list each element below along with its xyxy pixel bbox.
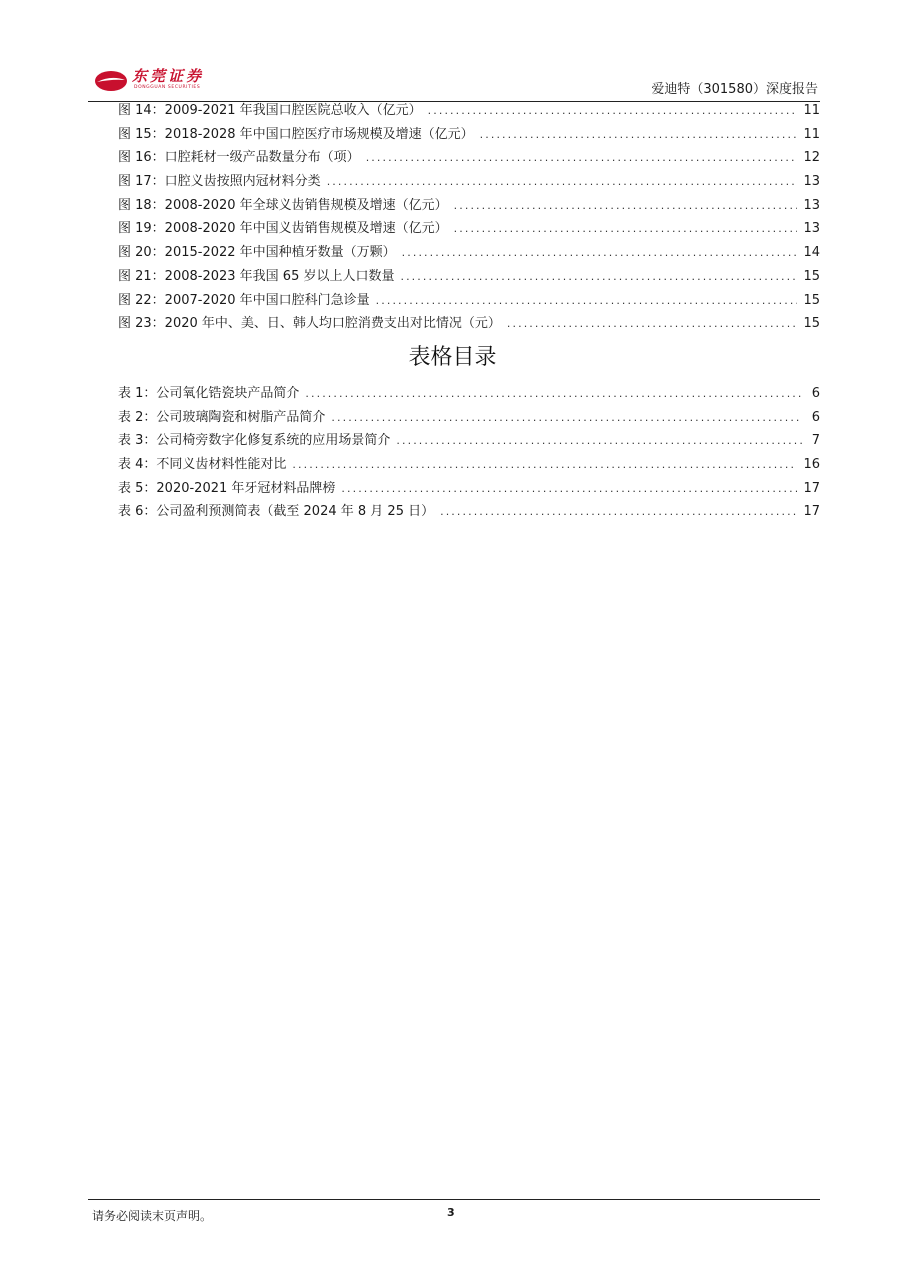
figure-toc-entry[interactable] xyxy=(118,196,820,220)
toc-entry-page: 15 xyxy=(803,316,820,332)
toc-dot-leader xyxy=(305,384,802,404)
toc-entry-label: 图 21：2008-2023 年我国 65 岁以上人口数量 xyxy=(118,268,395,284)
logo-mark-icon xyxy=(94,70,128,92)
logo-chinese-name: 东莞证券 xyxy=(132,67,205,85)
toc-entry-label: 图 18：2008-2020 年全球义齿销售规模及增速（亿元） xyxy=(118,197,448,213)
toc-dot-leader xyxy=(480,125,798,145)
toc-entry-label: 图 16：口腔耗材一级产品数量分布（项） xyxy=(118,150,360,166)
figure-toc-entry[interactable] xyxy=(118,148,820,172)
toc-entry-page: 15 xyxy=(803,268,820,284)
toc-entry-page: 6 xyxy=(811,386,820,401)
toc-entry-label: 图 22：2007-2020 年中国口腔科门急诊量 xyxy=(118,292,370,308)
toc-entry-label: 图 19：2008-2020 年中国义齿销售规模及增速（亿元） xyxy=(118,221,448,237)
toc-dot-leader xyxy=(400,267,797,287)
toc-entry-label: 图 15：2018-2028 年中国口腔医疗市场规模及增速（亿元） xyxy=(118,126,474,142)
table-list-title: 表格目录 xyxy=(408,345,497,370)
toc-dot-leader xyxy=(454,219,798,239)
table-list xyxy=(118,384,820,526)
report-title: 爱迪特（301580）深度报告 xyxy=(651,82,818,97)
toc-dot-leader xyxy=(331,408,802,428)
figure-toc-entry[interactable] xyxy=(118,243,820,267)
page-number: 3 xyxy=(447,1206,455,1219)
toc-entry-label: 表 6：公司盈利预测简表（截至 2024 年 8 月 25 日） xyxy=(118,504,435,520)
toc-entry-page: 6 xyxy=(811,409,820,425)
toc-dot-leader xyxy=(507,314,798,334)
figure-toc-entry[interactable] xyxy=(118,125,820,149)
figure-toc-entry[interactable] xyxy=(118,172,820,196)
table-toc-entry[interactable] xyxy=(118,384,820,408)
toc-entry-page: 11 xyxy=(803,126,820,142)
toc-entry-label: 图 20：2015-2022 年中国种植牙数量（万颗） xyxy=(118,245,396,261)
toc-entry-page: 13 xyxy=(803,197,820,213)
toc-entry-page: 14 xyxy=(803,245,820,261)
toc-entry-page: 7 xyxy=(811,433,820,449)
table-toc-entry[interactable] xyxy=(118,502,820,526)
table-toc-entry[interactable] xyxy=(118,455,820,479)
toc-entry-page: 13 xyxy=(803,221,820,237)
toc-dot-leader xyxy=(402,243,798,263)
toc-entry-page: 17 xyxy=(803,480,820,496)
figure-toc-entry[interactable] xyxy=(118,101,820,125)
toc-entry-label: 图 17：口腔义齿按照内冠材料分类 xyxy=(118,174,321,190)
toc-dot-leader xyxy=(454,196,798,216)
toc-entry-label: 图 23：2020 年中、美、日、韩人均口腔消费支出对比情况（元） xyxy=(118,316,501,332)
toc-entry-label: 表 4：不同义齿材料性能对比 xyxy=(118,457,287,473)
toc-dot-leader xyxy=(341,479,797,499)
toc-entry-label: 图 14：2009-2021 年我国口腔医院总收入（亿元） xyxy=(118,103,422,118)
table-toc-entry[interactable] xyxy=(118,431,820,455)
toc-entry-label: 表 5：2020-2021 年牙冠材料品牌榜 xyxy=(118,480,336,496)
toc-dot-leader xyxy=(440,502,797,522)
toc-entry-page: 12 xyxy=(803,150,820,166)
toc-entry-page: 13 xyxy=(803,174,820,190)
toc-dot-leader xyxy=(327,172,798,192)
figure-toc-entry[interactable] xyxy=(118,219,820,243)
page-header xyxy=(88,64,820,102)
toc-dot-leader xyxy=(428,101,798,121)
toc-dot-leader xyxy=(396,431,802,451)
figure-toc-entry[interactable] xyxy=(118,291,820,315)
toc-dot-leader xyxy=(366,148,798,168)
figure-list xyxy=(118,101,820,338)
logo-english-name: DONGGUAN SECURITIES xyxy=(134,85,201,90)
figure-toc-entry[interactable] xyxy=(118,314,820,338)
toc-entry-label: 表 2：公司玻璃陶瓷和树脂产品简介 xyxy=(118,409,326,425)
footer-disclaimer: 请务必阅读末页声明。 xyxy=(92,1209,213,1223)
table-toc-entry[interactable] xyxy=(118,479,820,503)
toc-entry-page: 16 xyxy=(803,457,820,473)
figure-toc-entry[interactable] xyxy=(118,267,820,291)
toc-dot-leader xyxy=(376,291,798,311)
toc-entry-page: 17 xyxy=(803,504,820,520)
company-logo xyxy=(94,68,204,96)
toc-entry-page: 15 xyxy=(803,292,820,308)
toc-entry-label: 表 1：公司氧化锆瓷块产品简介 xyxy=(118,386,300,401)
table-toc-entry[interactable] xyxy=(118,408,820,432)
toc-entry-label: 表 3：公司椅旁数字化修复系统的应用场景简介 xyxy=(118,433,391,449)
footer-divider xyxy=(88,1199,820,1200)
toc-dot-leader xyxy=(292,455,797,475)
toc-entry-page: 11 xyxy=(803,103,820,118)
